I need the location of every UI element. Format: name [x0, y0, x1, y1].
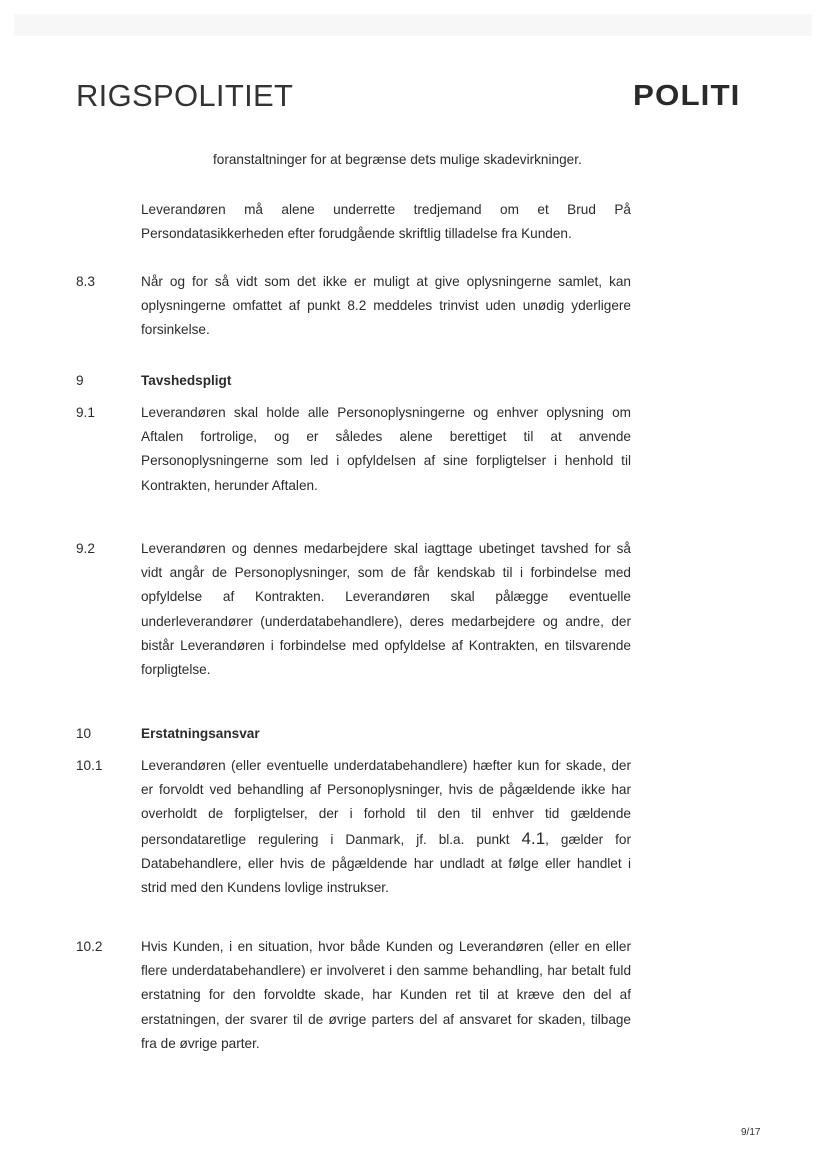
section-number-9-2: 9.2: [76, 541, 95, 556]
page-number: 9/17: [741, 1127, 761, 1138]
intro-line: foranstaltninger for at begrænse dets mulige skadevirkninger.: [213, 152, 582, 167]
section-text-10-2: Hvis Kunden, i en situation, hvor både Kunden og Leverandøren (eller en eller flere underdatabehandlere) er involveret i den samme behandling, har betalt fuld erstatning for den forvoldte skade, har Kunden ret til at kræve den del af erstatningen, der svarer til de øvrige parters del af ansvaret for skaden, tilbage fra de øvrige parter.: [141, 939, 631, 1051]
section-heading-erstatningsansvar: Erstatningsansvar: [141, 726, 260, 741]
section-heading-tavshedspligt: Tavshedspligt: [141, 373, 232, 388]
section-number-10-2: 10.2: [76, 939, 103, 954]
section-text-10-1: [141, 754, 631, 900]
section-number-8-3: 8.3: [76, 274, 95, 289]
section-number-10-1: 10.1: [76, 758, 103, 773]
section-text-10-1-part2: , gælder for Databehandlere, eller hvis de pågældende har undladt at følge eller handlet i strid med den Kundens lovlige instrukser.: [141, 831, 632, 896]
header-rigspolitiet: RIGSPOLITIET: [76, 78, 294, 113]
section-text-10-1-part1: Leverandøren (eller eventuelle underdatabehandlere) hæfter kun for skade, der er forvoldt ved behandling af Personoplysninger, hvis de pågældende ikke har overholdt de forpligtelser, der i forhold til den til enhver tid gældende persondataretlige regulering i Danmark, jf. bl.a. punkt: [141, 758, 631, 847]
section-number-9: 9: [76, 373, 84, 388]
section-text-9-1: Leverandøren skal holde alle Personoplysningerne og enhver oplysning om Aftalen fortrolige, og er således alene berettiget til at anvende Personoplysningerne som led i opfyldelsen af sine forpligtelser i henhold til Kontrakten, herunder Aftalen.: [141, 405, 631, 493]
politi-logo: POLITI: [632, 80, 740, 112]
clause-reference-4-1: 4.1: [521, 828, 546, 848]
scan-edge-strip: [14, 14, 812, 36]
section-number-9-1: 9.1: [76, 405, 95, 420]
section-text-8-3: Når og for så vidt som det ikke er muligt at give oplysningerne samlet, kan oplysningerne omfattet af punkt 8.2 meddeles trinvist uden unødig yderligere forsinkelse.: [141, 274, 631, 338]
section-number-10: 10: [76, 726, 92, 741]
section-text-9-2: Leverandøren og dennes medarbejdere skal iagttage ubetinget tavshed for så vidt angår de Personoplysninger, som de får kendskab til i forbindelse med opfyldelse af Kontrakten. Leverandøren skal pålægge eventuelle underleverandører (underdatabehandlere), deres medarbejdere og andre, der bistår Leverandøren i forbindelse med opfyldelse af Kontrakten, en tilsvarende forpligtelse.: [141, 541, 631, 678]
para-notify-third-party: Leverandøren må alene underrette tredjemand om et Brud På Persondatasikkerheden efter forudgående skriftlig tilladelse fra Kunden.: [141, 202, 631, 242]
